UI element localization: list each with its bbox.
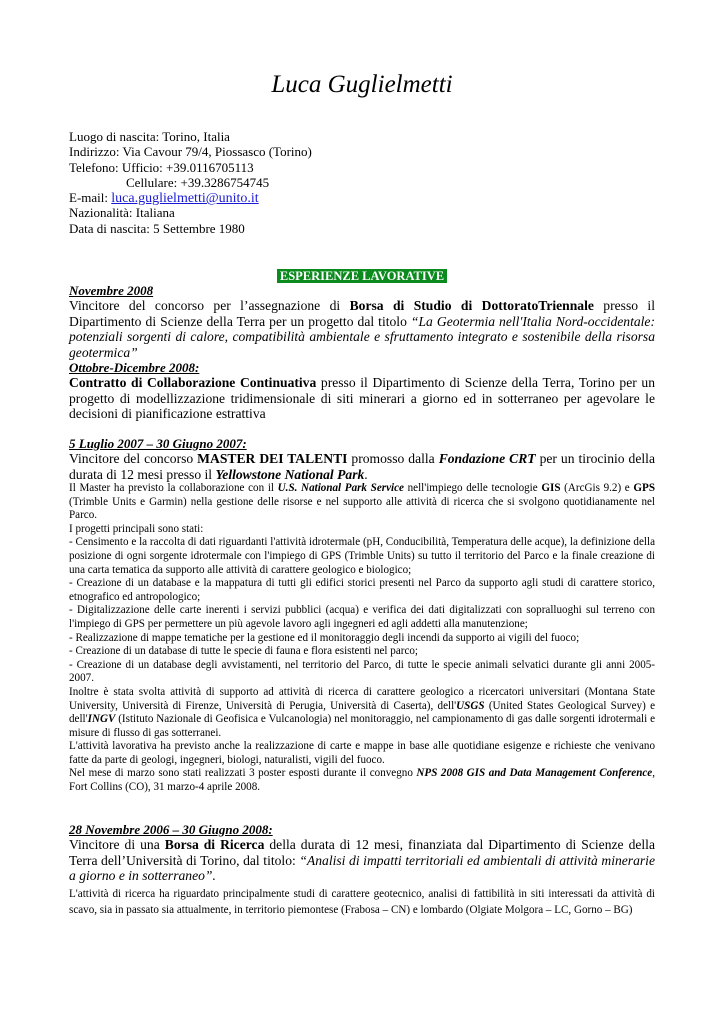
entry-luglio-2007 xyxy=(69,436,655,795)
page-title: Luca Guglielmetti xyxy=(271,71,453,98)
entry-ottobre-dicembre-2008 xyxy=(69,360,655,422)
entry-novembre-2008 xyxy=(69,283,655,360)
entry-text: Vincitore di una Borsa di Ricerca della durata di 12 mesi, finanziata dal Dipartimento di Scienze della Terra dell’Università di Torino, dal titolo: “Analisi di impatti territoriali ed ambientali di attività minerarie a giorno e in sotterraneo”. xyxy=(69,837,655,883)
entry-research-support: Inoltre è stata svolta attività di supporto ad attività di ricerca di carattere geologico a ricercatori universitari (Montana State University, Università di Firenze, Università di Perugia, Università di Caserta), dell'USGS (United States Geological Survey) e dell'INGV (Istituto Nazionale di Geofisica e Vulcanologia) nel monitoraggio, nel campionamento di gas dalle sorgenti idrotermali e misure di flusso di gas sotterranei. xyxy=(69,685,655,739)
nationality: Nazionalità: Italiana xyxy=(69,205,175,221)
entry-master-description: Il Master ha previsto la collaborazione con il U.S. National Park Service nell'impiego delle tecnologie GIS (ArcGis 9.2) e GPS (Trimble Units e Garmin) nella gestione delle risorse e nel supporto alle attività di ricerca che si svolgono quotidianamente nel Parco. xyxy=(69,482,655,522)
personal-info xyxy=(69,129,312,236)
birthdate: Data di nascita: 5 Settembre 1980 xyxy=(69,220,245,236)
project-item: - Creazione di un database degli avvistamenti, nel territorio del Parco, di tutte le specie animali selvatici durante gli anni 2005-2007. xyxy=(69,658,655,685)
phone-office: Telefono: Ufficio: +39.0116705113 xyxy=(69,159,254,175)
phone-mobile: Cellulare: +39.3286754745 xyxy=(126,174,270,190)
entry-research-description: L'attività di ricerca ha riguardato principalmente studi di carattere geotecnico, analisi di fattibilità in siti interessati da attività di scavo, sia in passato sia attualmente, in territorio piemontese (Frabosa – CN) e lombardo (Olgiate Molgora – LC, Gorno – BG) xyxy=(69,887,655,916)
project-item: - Censimento e la raccolta di dati riguardanti l'attività idrotermale (pH, Conducibilità, Temperatura delle acque), la definizione della posizione di ogni sorgente idrotermale con l'impiego di GPS (Trimble Units) su tutto il territorio del Parco e la finale creazione di una carta tematica da supporto alle attività di carattere geologico e biologico; xyxy=(69,536,655,576)
entry-novembre-2006 xyxy=(69,822,655,918)
entry-date: 28 Novembre 2006 – 30 Giugno 2008: xyxy=(69,822,273,837)
entry-projects-heading: I progetti principali sono stati: xyxy=(69,522,204,535)
project-item: - Realizzazione di mappe tematiche per la gestione ed il monitoraggio degli incendi da supporto ai vigili del fuoco; xyxy=(69,631,580,644)
entry-text: Contratto di Collaborazione Continuativa presso il Dipartimento di Scienze della Terra, Torino per un progetto di modellizzazione tridimensionale di siti minerari a giorno ed in sotterraneo per agevolare le decisioni di pianificazione estrattiva xyxy=(69,375,655,421)
entry-date: 5 Luglio 2007 – 30 Giugno 2007: xyxy=(69,436,247,451)
email-link[interactable]: luca.guglielmetti@unito.it xyxy=(111,191,259,207)
email-label: E-mail: xyxy=(69,190,112,206)
project-item: - Digitalizzazione delle carte inerenti i servizi pubblici (acqua) e verifica dei dati digitalizzati con sopralluoghi sul terreno con l'impiego di GPS per permettere un più agevole lavoro agli ingegneri ed agli addetti alla manutenzione; xyxy=(69,604,655,630)
entry-posters: Nel mese di marzo sono stati realizzati 3 poster esposti durante il convegno NPS 2008 GIS and Data Management Conference, Fort Collins (CO), 31 marzo-4 aprile 2008. xyxy=(69,767,655,794)
entry-date: Ottobre-Dicembre 2008: xyxy=(69,360,200,375)
entry-maps-work: L'attività lavorativa ha previsto anche la realizzazione di carte e mappe in base alle quotidiane esigenze e richieste che venivano fatte da parte di geologi, ingegneri, biologi, naturalisti, vigili del fuoco. xyxy=(69,740,655,766)
address: Indirizzo: Via Cavour 79/4, Piossasco (Torino) xyxy=(69,144,312,160)
entry-date: Novembre 2008 xyxy=(69,283,154,298)
email-line xyxy=(69,190,312,205)
project-item: - Creazione di un database e la mappatura di tutti gli edifici storici presenti nel Parco da supporto agli studi di carattere storico, etnografico ed antropologico; xyxy=(69,577,655,603)
birthplace: Luogo di nascita: Torino, Italia xyxy=(69,129,230,144)
project-item: - Creazione di un database di tutte le specie di fauna e flora esistenti nel parco; xyxy=(69,645,419,658)
entry-text: Vincitore del concorso per l’assegnazione di Borsa di Studio di DottoratoTriennale presso il Dipartimento di Scienze della Terra per un progetto dal titolo “La Geotermia nell'Italia Nord-occidentale: potenziali sorgenti di calore, compatibilità ambientale e sfruttamento integrato e sostenibile della risorsa geotermica” xyxy=(69,298,655,360)
entry-intro: Vincitore del concorso MASTER DEI TALENTI promosso dalla Fondazione CRT per un tirocinio della durata di 12 mesi presso il Yellowstone National Park. xyxy=(69,451,655,482)
section-title: ESPERIENZE LAVORATIVE xyxy=(277,269,447,283)
